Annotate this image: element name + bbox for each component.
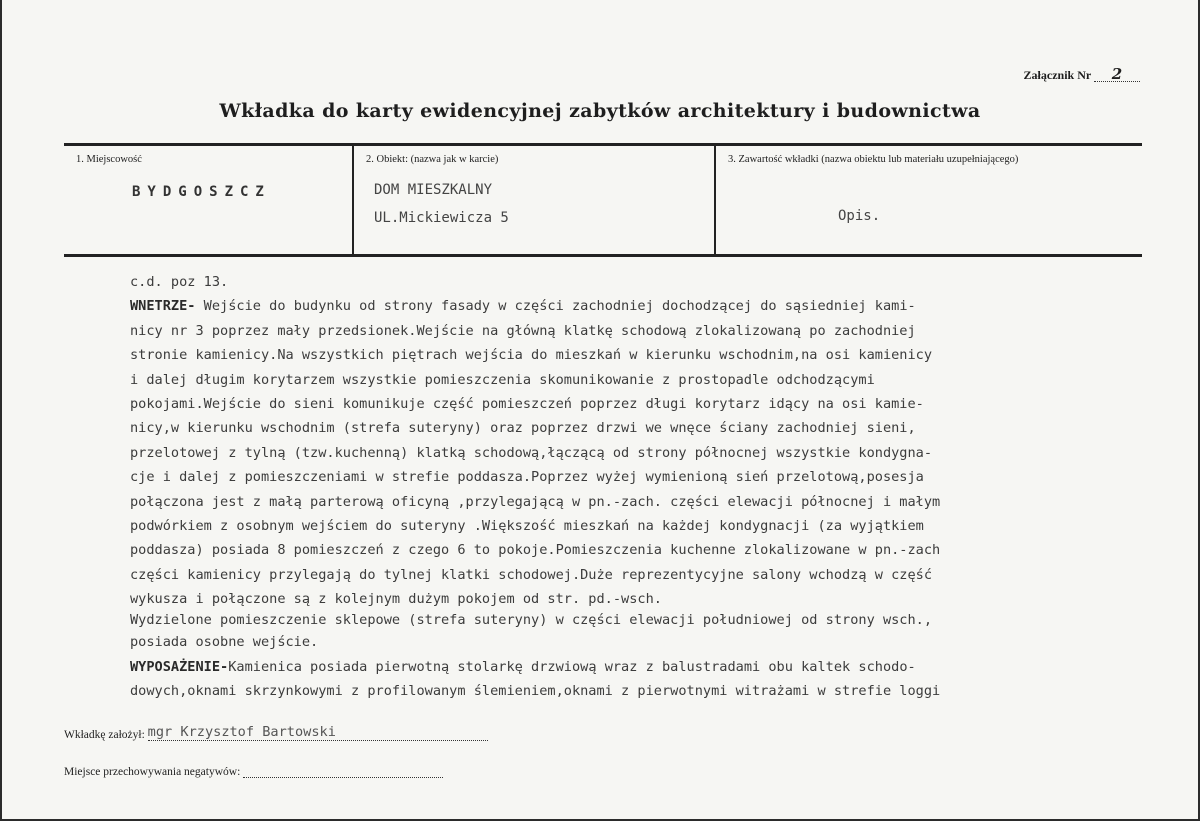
body-line: połączona jest z małą parterową oficyną ,przylegającą w pn.-zach. części elewacji północnej i małym xyxy=(130,493,941,510)
body-line: części kamienicy przylegają do tylnej klatki schodowej.Duże reprezentycyjne salony wchodzą w część xyxy=(130,566,933,583)
section-label-wyposazenie: WYPOSAŻENIE- xyxy=(130,658,229,675)
body-line: WNETRZE- Wejście do budynku od strony fasady w części zachodniej dochodzącej do sąsiedniej kami- xyxy=(130,298,916,315)
body-line: nicy,w kierunku wschodnim (strefa suteryny) oraz poprzez drzwi we wnęce ściany zachodniej sieni, xyxy=(130,420,916,437)
body-line: cje i dalej z pomieszczeniami w strefie poddasza.Poprzez wyżej wymienioną sień przelotową,posesja xyxy=(130,469,924,486)
header-col-object xyxy=(352,146,716,254)
contents-value: Opis. xyxy=(838,208,881,224)
object-label: 2. Obiekt: (nazwa jak w karcie) xyxy=(366,154,499,165)
description-body xyxy=(130,270,1140,704)
author-row xyxy=(64,724,488,741)
body-line: Wydzielone pomieszczenie sklepowe (strefa suteryny) w części elewacji południowej od strony wsch., xyxy=(130,612,933,629)
body-line: c.d. poz 13. xyxy=(130,274,229,290)
section-label-wnetrze: WNETRZE- xyxy=(130,298,196,315)
negatives-row xyxy=(64,765,443,778)
body-line: pokojami.Wejście do sieni komunikuje część pomieszczeń poprzez długi korytarz idący na osi kamie- xyxy=(130,395,924,412)
author-field xyxy=(148,724,488,741)
author-value: mgr Krzysztof Bartowski xyxy=(147,724,336,740)
body-line: dowych,oknami skrzynkowymi z profilowanym ślemieniem,oknami z pierwotnymi witrażami w strefie loggi xyxy=(130,683,941,700)
header-bottom-rule xyxy=(64,254,1142,257)
annex-value: 2 xyxy=(1094,68,1140,82)
body-line: posiada osobne wejście. xyxy=(130,634,319,651)
locality-label: 1. Miejscowość xyxy=(76,154,142,165)
header-col-contents xyxy=(714,146,1144,254)
locality-value: BYDGOSZCZ xyxy=(132,184,271,200)
body-line: nicy nr 3 poprzez mały przedsionek.Wejście na główną klatkę schodową zlokalizowaną po zachodniej xyxy=(130,322,916,339)
body-line: poddasza) posiada 8 pomieszczeń z czego 6 to pokoje.Pomieszczenia kuchenne zlokalizowane w pn.-zach xyxy=(130,542,941,559)
body-line: stronie kamienicy.Na wszystkich piętrach wejścia do mieszkań w kierunku wschodnim,na osi kamienicy xyxy=(130,347,933,364)
document-page xyxy=(2,0,1198,819)
body-line: wykusza i połączone są z kolejnym dużym pokojem od str. pd.-wsch. xyxy=(130,591,662,608)
negatives-field xyxy=(243,765,443,778)
contents-label: 3. Zawartość wkładki (nazwa obiektu lub materiału uzupełniającego) xyxy=(728,154,1019,165)
document-title: Wkładka do karty ewidencyjnej zabytków architektury i budownictwa xyxy=(219,100,981,122)
object-name: DOM MIESZKALNY xyxy=(374,182,493,198)
body-line: WYPOSAŻENIE-Kamienica posiada pierwotną stolarkę drzwiową wraz z balustradami obu kaltek schodo- xyxy=(130,658,916,675)
body-line: przelotowej z tylną (tzw.kuchenną) klatką schodową,łączącą od strony północnej wszystkie kondygna- xyxy=(130,444,933,461)
body-line: i dalej długim korytarzem wszystkie pomieszczenia skomunikowanie z prostopadle odchodzącymi xyxy=(130,371,875,388)
object-address: UL.Mickiewicza 5 xyxy=(374,210,509,226)
header-col-locality xyxy=(64,146,352,254)
annex-label: Załącznik Nr xyxy=(1023,68,1091,82)
negatives-label: Miejsce przechowywania negatywów: xyxy=(64,766,241,778)
author-label: Wkładkę założył: xyxy=(64,729,145,741)
annex-number xyxy=(1023,65,1140,83)
body-line: podwórkiem z osobnym wejściem do suteryny .Większość mieszkań na każdej kondygnacji (za wyjątkiem xyxy=(130,517,924,534)
